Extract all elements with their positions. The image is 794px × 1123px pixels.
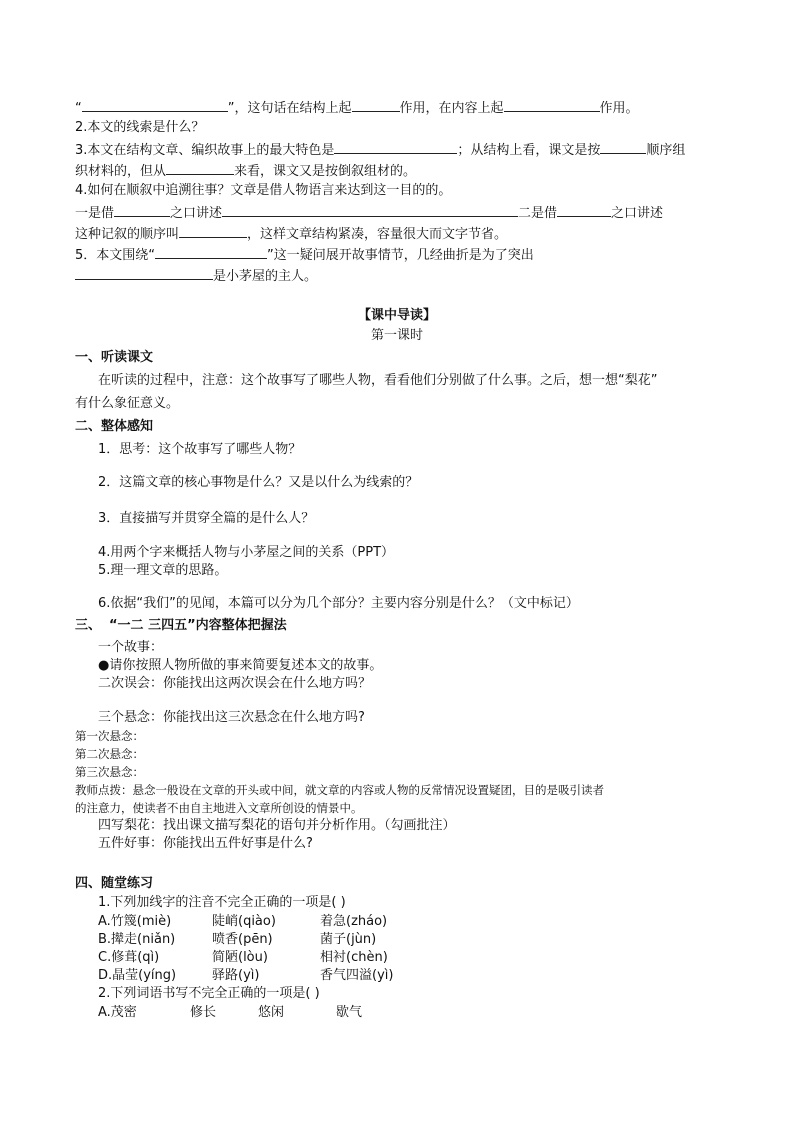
option-item: A.茂密 xyxy=(98,1005,137,1020)
option-item: 着急(zháo) xyxy=(320,914,388,929)
practice-question-2: 2.下列词语书写不完全正确的一项是( ) xyxy=(98,986,320,1001)
question-text: 作用。 xyxy=(599,101,639,116)
two-misunderstandings: 二次误会：你能找出这两次误会在什么地方吗？ xyxy=(98,676,372,691)
perception-question-4: 4.用两个字来概括人物与小茅屋之间的关系（PPT） xyxy=(98,545,395,560)
question-4-line xyxy=(75,202,663,224)
heading-text: “一二 三四五”内容整体把握法 xyxy=(109,618,287,633)
question-2: 2.本文的线索是什么？ xyxy=(75,120,205,135)
question-text: 之口讲述 xyxy=(170,206,223,221)
option-row xyxy=(98,930,376,950)
practice-question-1: 1.下列加线字的注音不完全正确的一项是( ) xyxy=(98,895,346,910)
question-text: ”，这句话在结构上起 xyxy=(227,101,352,116)
option-row xyxy=(98,1003,362,1023)
question-4-cont xyxy=(75,223,507,245)
teacher-tip-cont: 的注意力，使读者不由自主地进入文章所创设的情景中。 xyxy=(75,801,363,815)
question-text: 3.本文在结构文章、编织故事上的最大特色是 xyxy=(75,143,335,158)
heading-practice: 四、随堂练习 xyxy=(75,876,154,891)
option-item: B.撵走(niǎn) xyxy=(98,932,176,947)
option-row xyxy=(98,912,387,932)
fill-blank xyxy=(334,139,457,154)
fill-blank xyxy=(504,97,600,112)
option-item: 陡峭(qiào) xyxy=(212,914,276,929)
question-text: 一是借 xyxy=(75,206,115,221)
heading-content-method xyxy=(75,616,287,636)
fill-blank xyxy=(557,202,611,217)
question-text: 是小茅屋的主人。 xyxy=(213,269,318,284)
fill-blank xyxy=(179,223,247,238)
question-text: 来看，课文又是按倒叙组材的。 xyxy=(234,164,417,179)
fill-blank xyxy=(222,202,518,217)
option-item: 菌子(jùn) xyxy=(320,932,377,947)
question-text: 二是借 xyxy=(518,206,558,221)
fill-blank xyxy=(114,202,170,217)
paragraph-line: 有什么象征意义。 xyxy=(75,396,180,411)
question-4: 4.如何在顺叙中追溯往事？文章是借人物语言来达到这一目的的。 xyxy=(75,183,452,198)
five-good-deeds: 五件好事：你能找出五件好事是什么? xyxy=(98,836,313,851)
perception-question-6: 6.依据“我们”的见闻，本篇可以分为几个部分？主要内容分别是什么？（文中标记） xyxy=(98,596,579,611)
paragraph-line: 在听读的过程中，注意：这个故事写了哪些人物，看看他们分别做了什么事。之后，想一想“梨花” xyxy=(98,373,658,388)
question-1-line xyxy=(75,97,639,119)
option-item: 相衬(chèn) xyxy=(320,950,388,965)
fill-blank xyxy=(600,139,646,154)
perception-question-5: 5.理一理文章的思路。 xyxy=(98,563,228,578)
option-row xyxy=(98,948,388,968)
option-item: 香气四溢(yì) xyxy=(320,968,394,983)
four-pear-blossoms: 四写梨花：找出课文描写梨花的语句并分析作用。（勾画批注） xyxy=(98,818,456,833)
option-item: A.竹篾(miè) xyxy=(98,914,172,929)
option-item: 驿路(yì) xyxy=(212,968,260,983)
option-item: C.修葺(qì) xyxy=(98,950,160,965)
one-story: 一个故事： xyxy=(98,640,164,655)
perception-question-1: 1．思考：这个故事写了哪些人物？ xyxy=(98,442,302,457)
question-text: 这种记叙的顺序叫 xyxy=(75,227,180,242)
fill-blank xyxy=(352,97,400,112)
question-text: 5．本文围绕“ xyxy=(75,248,156,263)
question-text: ，这样文章结构紧凑，容量很大而文字节省。 xyxy=(247,227,508,242)
question-3-cont xyxy=(75,160,416,182)
three-suspenses: 三个悬念：你能找出这三次悬念在什么地方吗? xyxy=(98,710,365,725)
open-quote: “ xyxy=(75,101,82,116)
heading-listen-read: 一、听读课文 xyxy=(75,350,154,365)
option-row xyxy=(98,966,393,986)
question-text: 作用，在内容上起 xyxy=(399,101,504,116)
section-title: 【课中导读】 xyxy=(357,308,436,323)
heading-number: 三、 xyxy=(75,618,102,633)
option-item: 喷香(pēn) xyxy=(212,932,273,947)
perception-question-2: 2．这篇文章的核心事物是什么？又是以什么为线索的？ xyxy=(98,475,419,490)
question-text: 顺序组 xyxy=(646,143,686,158)
option-item: 歇气 xyxy=(336,1005,363,1020)
suspense-2: 第二次悬念： xyxy=(75,747,144,761)
question-3-line xyxy=(75,139,685,161)
option-item: D.晶莹(yíng) xyxy=(98,968,177,983)
question-text: ”这一疑问展开故事情节，几经曲折是为了突出 xyxy=(267,248,534,263)
option-item: 修长 xyxy=(190,1005,217,1020)
perception-question-3: 3．直接描写并贯穿全篇的是什么人？ xyxy=(98,511,315,526)
retell-instruction: ●请你按照人物所做的事来简要复述本文的故事。 xyxy=(98,658,383,673)
fill-blank xyxy=(166,160,234,175)
option-item: 简陋(lòu) xyxy=(212,950,268,965)
question-text: 之口讲述 xyxy=(611,206,664,221)
question-text: ；从结构上看，课文是按 xyxy=(457,143,601,158)
teacher-tip: 教师点拨：悬念一般设在文章的开头或中间，就文章的内容或人物的反常情况设置疑团，目的是吸引读者 xyxy=(75,783,604,797)
option-item: 悠闲 xyxy=(258,1005,285,1020)
question-text: 织材料的，但从 xyxy=(75,164,167,179)
fill-blank xyxy=(82,97,228,112)
question-5-cont xyxy=(75,265,317,287)
heading-overall-perception: 二、整体感知 xyxy=(75,419,154,434)
suspense-1: 第一次悬念： xyxy=(75,729,144,743)
fill-blank xyxy=(155,244,267,259)
question-5-line xyxy=(75,244,534,266)
fill-blank xyxy=(75,265,213,280)
section-subtitle: 第一课时 xyxy=(370,328,423,343)
suspense-3: 第三次悬念： xyxy=(75,765,144,779)
